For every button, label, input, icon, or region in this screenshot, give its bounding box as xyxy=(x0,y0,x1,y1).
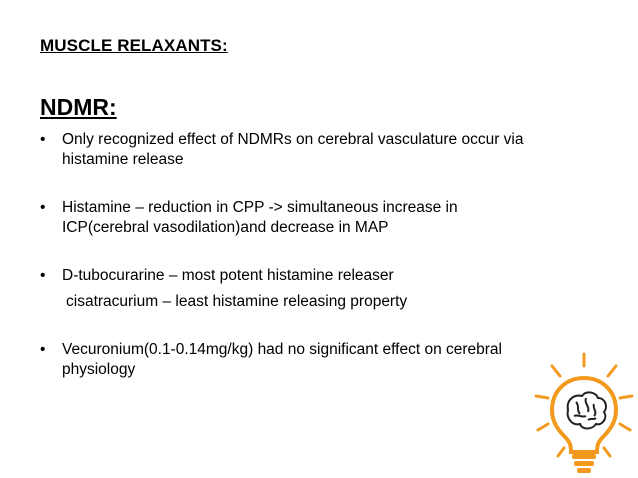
bullet-text: Vecuronium(0.1-0.14mg/kg) had no significant effect on cerebral xyxy=(62,341,502,358)
bullet-text: D-tubocurarine – most potent histamine releaser xyxy=(62,267,394,284)
bullet-item xyxy=(40,130,600,170)
bullet-dot: • xyxy=(40,267,46,284)
bullet-item xyxy=(40,266,600,286)
bullet-dot: • xyxy=(40,199,46,216)
lightbulb-brain-icon xyxy=(530,352,638,478)
bullet-dot: • xyxy=(40,341,46,358)
bullet-text: ICP(cerebral vasodilation)and decrease in MAP xyxy=(62,219,389,236)
bullet-list xyxy=(40,130,600,380)
slide-subheading: NDMR: xyxy=(40,94,117,120)
bullet-subtext: cisatracurium – least histamine releasing property xyxy=(66,293,408,310)
bullet-text: physiology xyxy=(62,361,136,378)
bullet-item xyxy=(40,340,600,380)
slide-heading: MUSCLE RELAXANTS: xyxy=(40,36,228,55)
bullet-dot: • xyxy=(40,131,46,148)
bullet-text: Only recognized effect of NDMRs on cerebral vasculature occur via xyxy=(62,131,524,148)
bullet-text: Histamine – reduction in CPP -> simultaneous increase in xyxy=(62,199,458,216)
bullet-item xyxy=(40,198,600,238)
bullet-text: histamine release xyxy=(62,151,184,168)
